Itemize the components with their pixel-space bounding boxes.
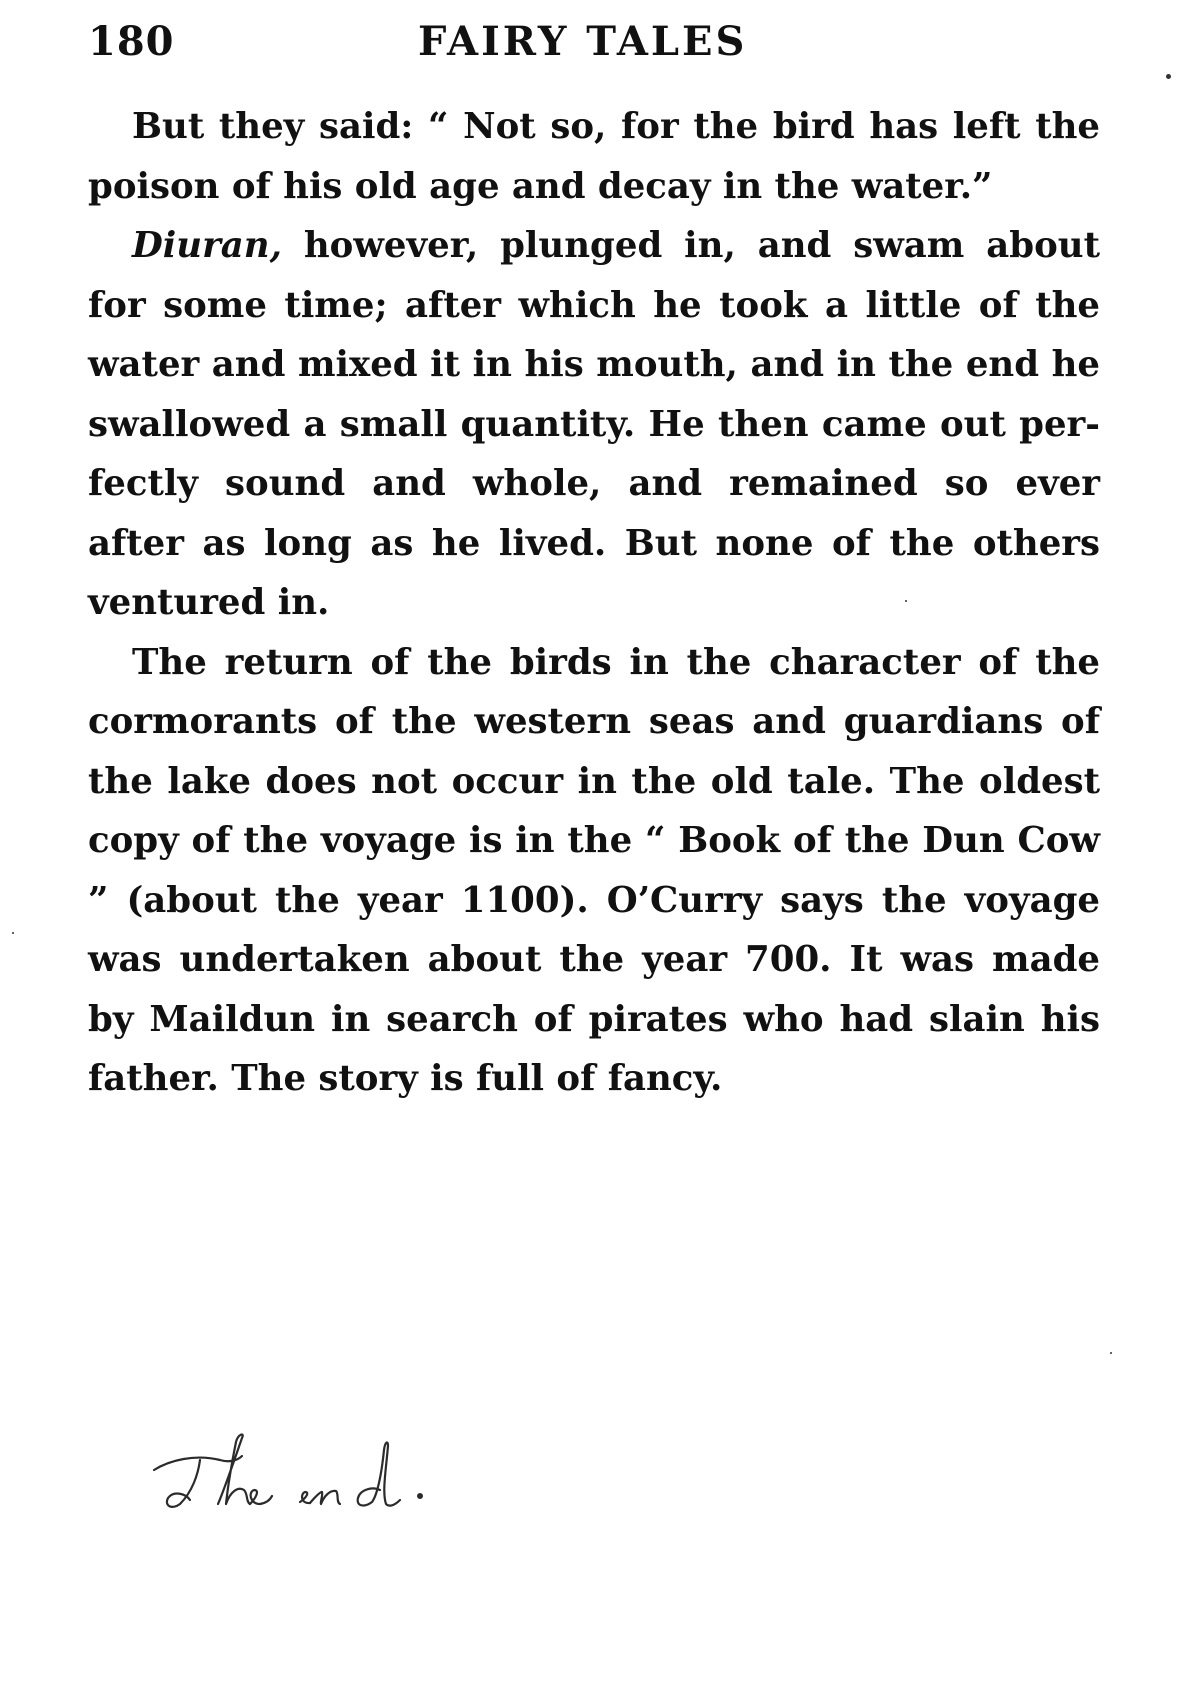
paragraph-2-name: Diuran, [132,225,282,266]
handwritten-note [150,1430,530,1540]
paragraph-2-text: however, plunged in, and swam about for some time; after which he took a little of the water and mixed it in his mouth, and in the end he swallowed a small quantity. He then came out perfectly sound and whole, and remained so ever after as long as he lived. But none of the others ventured in. [88,225,1100,623]
running-title: FAIRY TALES [418,18,748,65]
paragraph-3: The return of the birds in the character of the cormorants of the western seas and guardians of the lake does not occur in the old tale. The oldest copy of the voyage is in the “ Book of the Dun Cow ” (about the year 1100). O’Curry says the voyage was undertaken about the year 700. It was made by Maildun in search of pirates who had slain his father. The story is full of fancy. [88,641,1100,1099]
page-number: 180 [88,18,175,65]
running-head [88,18,1100,78]
paragraph-2 [88,216,1100,633]
body-text [88,97,1100,1109]
paragraph-1: But they said: “ Not so, for the bird has left the poison of his old age and decay in the water.” [88,106,1100,207]
